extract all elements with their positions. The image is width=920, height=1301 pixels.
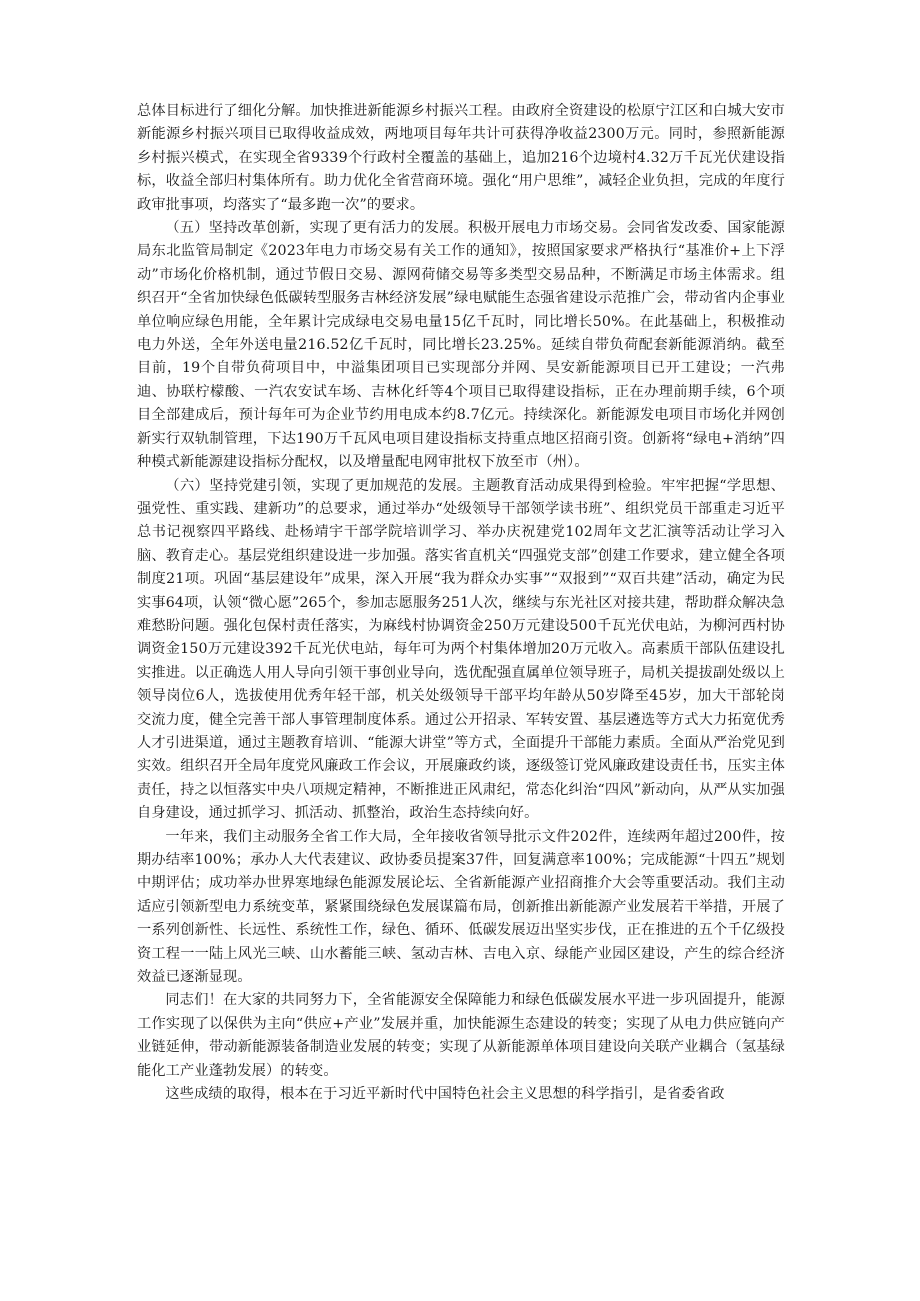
paragraph-party-building: （六）坚持党建引领，实现了更加规范的发展。主题教育活动成果得到检验。牢牢把握“学思想、强党性、重实践、建新功”的总要求，通过举办“处级领导干部领学读书班”、组织党员干部重走习近平总书记视察四平路线、赴杨靖宇干部学院培训学习、举办庆祝建党102周年文艺汇演等活动让学习入脑、教育走心。基层党组织建设进一步加强。落实省直机关“四强党支部”创建工作要求，建立健全各项制度21项。巩固“基层建设年”成果，深入开展“我为群众办实事”“双报到”“双百共建”活动，确定为民实事64项，认领“微心愿”265个，参加志愿服务251人次，继续与东光社区对接共建，帮助群众解决急难愁盼问题。强化包保村责任落实，为麻线村协调资金250万元建设500千瓦光伏电站，为柳河西村协调资金150万元建设392千瓦光伏电站，每年可为两个村集体增加20万元收入。高素质干部队伍建设扎实推进。以正确选人用人导向引领干事创业导向，选优配强直属单位领导班子，局机关提拔副处级以上领导岗位6人，选拔使用优秀年轻干部，机关处级领导干部平均年龄从50岁降至45岁，加大干部轮岗交流力度，健全完善干部人事管理制度体系。通过公开招录、军转安置、基层遴选等方式大力拓宽优秀人才引进渠道，通过主题教育培训、“能源大讲堂”等方式，全面提升干部能力素质。全面从严治党见到实效。组织召开全局年度党风廉政工作会议，开展廉政约谈，逐级签订党风廉政建设责任书，压实主体责任，持之以恒落实中央八项规定精神，不断推进正风肃纪，常态化纠治“四风”新动向，从严从实加强自身建设，通过抓学习、抓活动、抓整治，政治生态持续向好。 [137, 477, 785, 822]
paragraph-year-review: 一年来，我们主动服务全省工作大局，全年接收省领导批示文件202件，连续两年超过200件，按期办结率100%；承办人大代表建议、政协委员提案37件，回复满意率100%；完成能源“十四五”规划中期评估；成功举办世界寒地绿色能源发展论坛、全省新能源产业招商推介大会等重要活动。我们主动适应引领新型电力系统变革，紧紧围绕绿色发展谋篇布局，创新推出新能源产业发展若干举措，开展了一系列创新性、长远性、系统性工作，绿色、循环、低碳发展迈出坚实步伐，正在推进的五个千亿级投资工程一一陆上风光三峡、山水蓄能三峡、氢动吉林、吉电入京、绿能产业园区建设，产生的综合经济效益已逐渐显现。 [137, 828, 785, 986]
paragraph-reform-innovation: （五）坚持改革创新，实现了更有活力的发展。积极开展电力市场交易。会同省发改委、国家能源局东北监管局制定《2023年电力市场交易有关工作的通知》，按照国家要求严格执行“基准价+上下浮动”市场化价格机制，通过节假日交易、源网荷储交易等多类型交易品种，不断满足市场主体需求。组织召开“全省加快绿色低碳转型服务吉林经济发展”绿电赋能生态强省建设示范推广会，带动省内企事业单位响应绿色用能，全年累计完成绿电交易电量15亿千瓦时，同比增长50%。在此基础上，积极推动电力外送，全年外送电量216.52亿千瓦时，同比增长23.25%。延续自带负荷配套新能源消纳。截至目前，19个自带负荷项目中，中溢集团项目已实现部分并网、昊安新能源项目已开工建设；一汽弗迪、协联柠檬酸、一汽农安试车场、吉林化纤等4个项目已取得建设指标，正在办理前期手续，6个项目全部建成后，预计每年可为企业节约用电成本约8.7亿元。持续深化。新能源发电项目市场化并网创新实行双轨制管理，下达190万千瓦风电项目建设指标支持重点地区招商引资。创新将“绿电+消纳”四种模式新能源建设指标分配权，以及增量配电网审批权下放至市（州）。 [137, 220, 785, 471]
paragraph-achievements: 这些成绩的取得，根本在于习近平新时代中国特色社会主义思想的科学指引，是省委省政 [165, 1086, 725, 1103]
paragraph-comrades: 同志们！在大家的共同努力下，全省能源安全保障能力和绿色低碳发展水平进一步巩固提升，能源工作实现了以保供为主向“供应+产业”发展并重，加快能源生态建设的转变；实现了从电力供应链向产业链延伸，带动新能源装备制造业发展的转变；实现了从新能源单体项目建设向关联产业耦合（氢基绿能化工产业蓬勃发展）的转变。 [137, 992, 785, 1079]
document-body [137, 100, 785, 1106]
paragraph-continuation: 总体目标进行了细化分解。加快推进新能源乡村振兴工程。由政府全资建设的松原宁江区和白城大安市新能源乡村振兴项目已取得收益成效，两地项目每年共计可获得净收益2300万元。同时，参照新能源乡村振兴模式，在实现全省9339个行政村全覆盖的基础上，追加216个边境村4.32万千瓦光伏建设指标，收益全部归村集体所有。助力优化全省营商环境。强化“用户思维”，减轻企业负担，完成的年度行政审批事项，均落实了“最多跑一次”的要求。 [137, 103, 785, 213]
